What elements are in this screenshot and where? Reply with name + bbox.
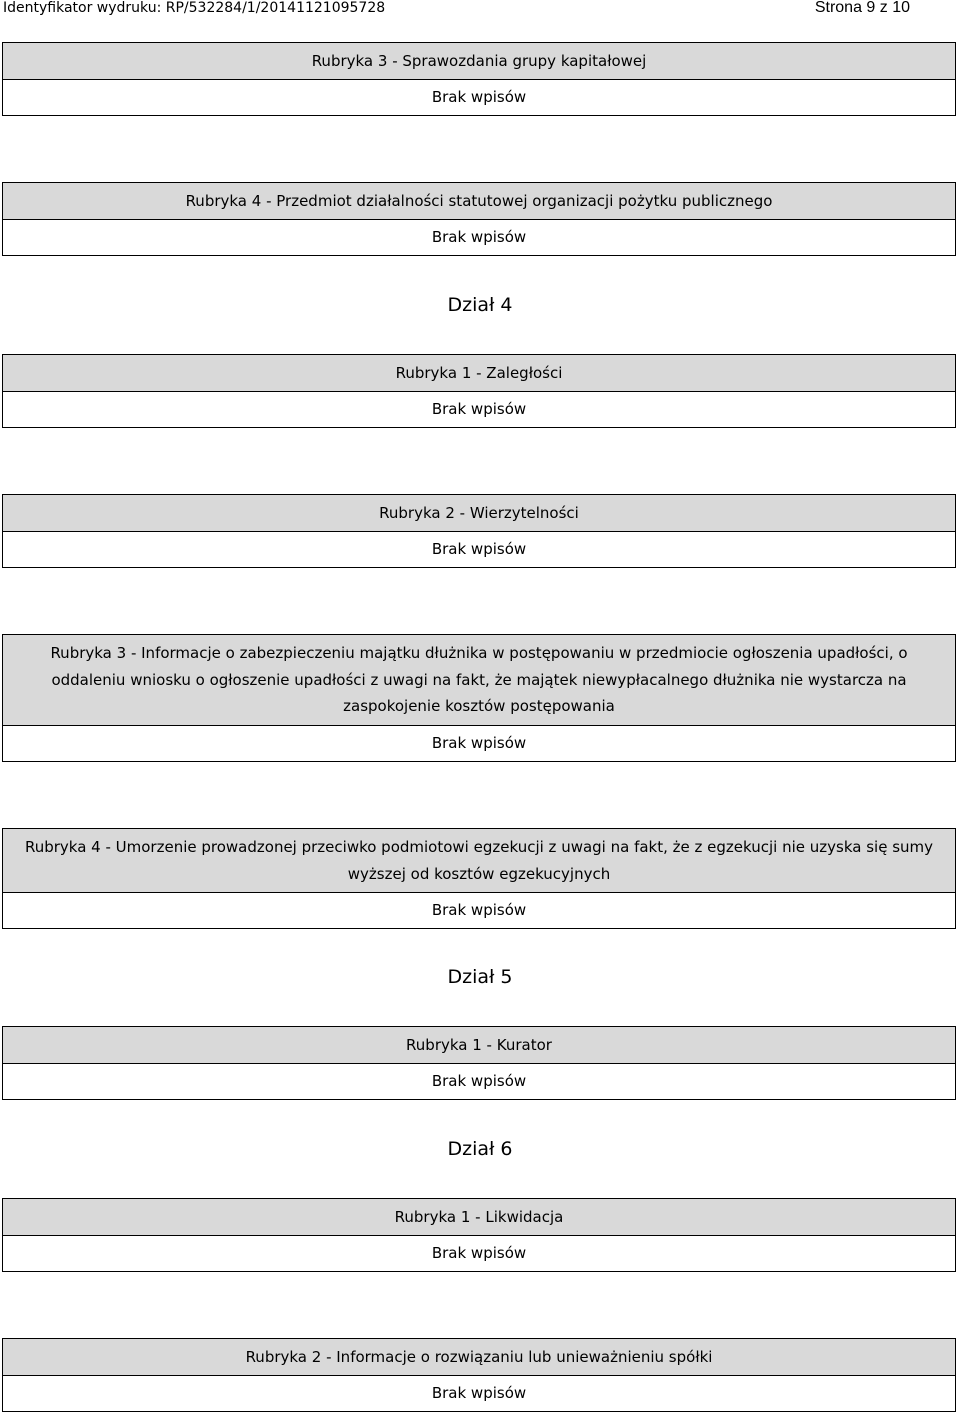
rubric-title: Rubryka 4 - Przedmiot działalności statutowej organizacji pożytku publicznego xyxy=(3,183,955,220)
rubric-body: Brak wpisów xyxy=(431,88,527,106)
rubric-body: Brak wpisów xyxy=(431,540,527,558)
page-number: Strona 9 z 10 xyxy=(814,0,910,16)
rubric-body: Brak wpisów xyxy=(431,901,527,919)
rubric-box-financial-statements xyxy=(2,42,956,116)
section-heading-6: Dział 6 xyxy=(447,1138,513,1160)
rubric-body: Brak wpisów xyxy=(431,734,527,752)
rubric-title: Rubryka 1 - Kurator xyxy=(3,1027,955,1064)
rubric-title: Rubryka 1 - Zaległości xyxy=(3,355,955,392)
rubric-body: Brak wpisów xyxy=(431,1072,527,1090)
rubric-title: Rubryka 3 - Sprawozdania grupy kapitałowej xyxy=(3,43,955,80)
rubric-title: Rubryka 4 - Umorzenie prowadzonej przeciwko podmiotowi egzekucji z uwagi na fakt, że z egzekucji nie uzyska się sumy wyższej od kosztów egzekucyjnych xyxy=(3,829,955,893)
rubric-title: Rubryka 1 - Likwidacja xyxy=(3,1199,955,1236)
rubric-box-statutory-activity xyxy=(2,182,956,256)
rubric-box-enforcement-discontinuance xyxy=(2,828,956,929)
rubric-box-curator xyxy=(2,1026,956,1100)
rubric-title: Rubryka 2 - Informacje o rozwiązaniu lub unieważnieniu spółki xyxy=(3,1339,955,1376)
rubric-box-liquidation xyxy=(2,1198,956,1272)
print-identifier: Identyfikator wydruku: RP/532284/1/20141121095728 xyxy=(3,0,386,16)
rubric-body: Brak wpisów xyxy=(431,228,527,246)
rubric-body: Brak wpisów xyxy=(431,1244,527,1262)
rubric-body: Brak wpisów xyxy=(431,1384,527,1402)
rubric-box-dissolution xyxy=(2,1338,956,1412)
section-heading-4: Dział 4 xyxy=(447,294,513,316)
rubric-title: Rubryka 3 - Informacje o zabezpieczeniu majątku dłużnika w postępowaniu w przedmiocie ogłoszenia upadłości, o oddaleniu wniosku o ogłoszenie upadłości z uwagi na fakt, że majątek niewypłacalnego dłużnika nie wystarcza na zaspokojenie kosztów postępowania xyxy=(3,635,955,726)
rubric-box-receivables xyxy=(2,494,956,568)
section-heading-5: Dział 5 xyxy=(447,966,513,988)
rubric-box-bankruptcy-security xyxy=(2,634,956,762)
rubric-title: Rubryka 2 - Wierzytelności xyxy=(3,495,955,532)
rubric-body: Brak wpisów xyxy=(431,400,527,418)
rubric-box-arrears xyxy=(2,354,956,428)
